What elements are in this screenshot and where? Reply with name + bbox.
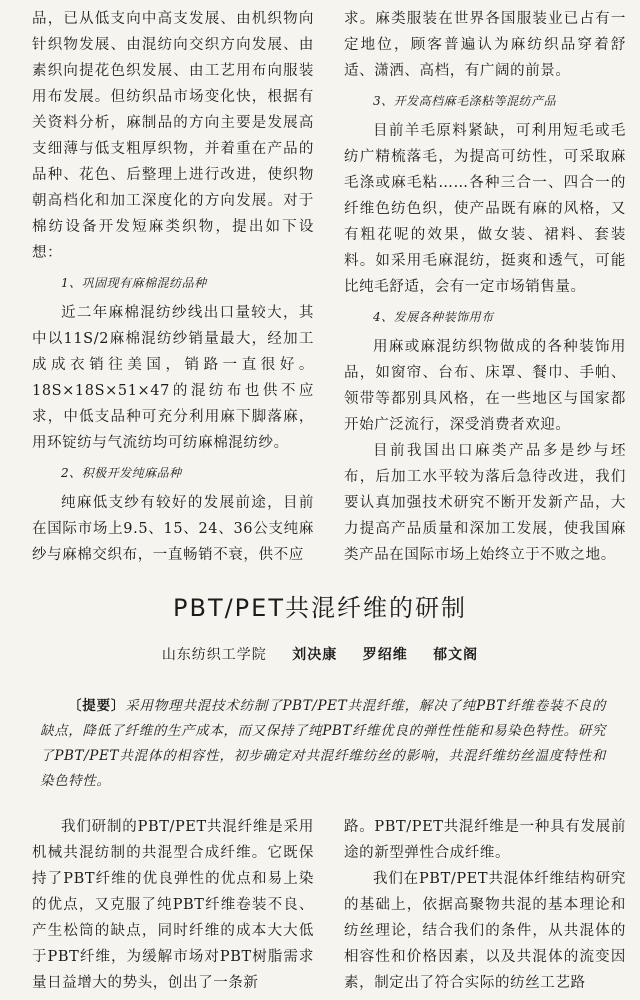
author-name: 刘决康 — [292, 647, 338, 663]
paragraph: 目前我国出口麻类产品多是纱与坯布，后加工水平较为落后急待改进，我们要认真加强技术研究不断开发新产品，大力提高产品质量和深加工发展，使我国麻类产品在国际市场上始终立于不败之地。 — [344, 443, 626, 563]
abstract-label: 〔提要〕 — [68, 698, 126, 714]
institution: 山东纺织工学院 — [161, 647, 267, 663]
paragraph: 求。麻类服装在世界各国服装业已占有一定地位，顾客普遍认为麻纺织品穿着舒适、潇洒、高档，有广阔的前景。 — [344, 11, 626, 79]
article-title: PBT/PET共混纤维的研制 — [173, 594, 467, 622]
section-heading: 3、开发高档麻毛涤粘等混纺产品 — [373, 94, 557, 108]
author-name: 罗绍维 — [362, 647, 408, 663]
paragraph: 品，已从低支向中高支发展、由机织物向针织物发展、由混纺向交织方向发展、由素织向提花色织发展、由工艺用布向服装用布发展。但纺织品市场变化快，根据有关资料分析，麻制品的方向主要是发展高支细薄与低支粗厚织物，并着重在产品的品种、花色、后整理上进行改进，使织物朝高档化和加工深度化的方向发展。对于棉纺设备开发短麻类织物，提出如下设想： — [32, 11, 314, 261]
right-column-bottom — [344, 814, 626, 996]
paragraph: 我们在PBT/PET共混体纤维结构研究的基础上，依据高聚物共混的基本理论和纺丝理论，结合我们的条件，从共混体的相容性和价格因素，以及共混体的流变因素，制定出了符合实际的纺丝工艺路 — [344, 871, 626, 991]
section-heading: 4、发展各种装饰用布 — [373, 310, 494, 324]
author-name: 郁文阁 — [433, 647, 479, 663]
author-line — [0, 644, 640, 664]
abstract-text: 采用物理共混技术纺制了PBT/PET共混纤维，解决了纯PBT纤维卷装不良的缺点，降低了纤维的生产成本，而又保持了纯PBT纤维优良的弹性性能和易染色特性。研究了PBT/PET共混体的相容性，初步确定对共混纤维纺丝的影响，共混纤维纺丝温度特性和染色特性。 — [40, 698, 606, 789]
section-heading: 2、积极开发纯麻品种 — [61, 466, 182, 480]
abstract — [40, 694, 606, 794]
paragraph: 纯麻低支纱有较好的发展前途，目前在国际市场上9.5、15、24、36公支纯麻纱与麻棉交织布，一直畅销不衰，供不应 — [32, 495, 314, 563]
paragraph: 近二年麻棉混纺纱线出口量较大，其中以11S/2麻棉混纺纱销量最大，经加工成成衣销往美国，销路一直很好。18S×18S×51×47的混纺布也供不应求，中低支品种可充分利用麻下脚落麻，用环锭纺与气流纺均可纺麻棉混纺纱。 — [32, 305, 314, 451]
paragraph: 用麻或麻混纺织物做成的各种装饰用品，如窗帘、台布、床罩、餐巾、手帕、领带等都别具风格，在一些地区与国家都开始广泛流行，深受消费者欢迎。 — [344, 339, 626, 433]
section-heading: 1、巩固现有麻棉混纺品种 — [61, 276, 207, 290]
paragraph: 我们研制的PBT/PET共混纤维是采用机械共混纺制的共混型合成纤维。它既保持了PBT纤维的优良弹性的优点和易上染的优点，又克服了纯PBT纤维卷装不良、产生松筒的缺点，同时纤维的成本大大低于PBT纤维，为缓解市场对PBT树脂需求量日益增大的势头，创出了一条新 — [32, 819, 314, 991]
paragraph: 目前羊毛原料紧缺，可利用短毛或毛纺广精梳落毛，为提高可纺性，可采取麻毛涤或麻毛粘……各种三合一、四合一的纤维色纺色织，使产品既有麻的风格，又有粗花呢的效果，做女装、裙料、套装料。如采用毛麻混纺，挺爽和透气，可能比纯毛舒适，会有一定市场销售量。 — [344, 123, 626, 295]
right-column-top — [344, 6, 626, 568]
paragraph: 路。PBT/PET共混纤维是一种具有发展前途的新型弹性合成纤维。 — [344, 819, 626, 861]
left-column-top — [32, 6, 314, 568]
left-column-bottom — [32, 814, 314, 996]
